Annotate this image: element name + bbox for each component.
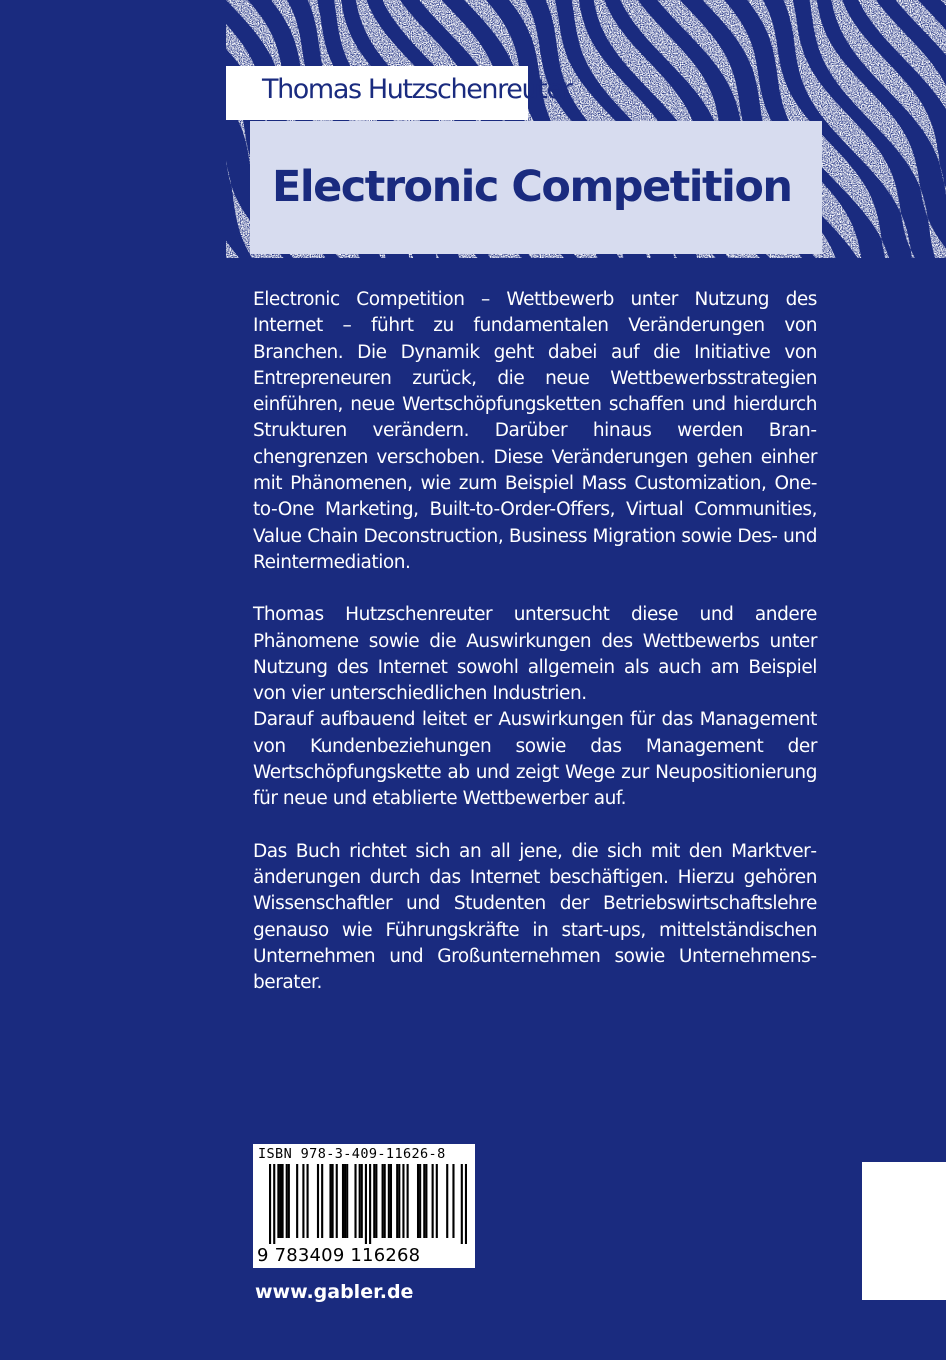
- blurb-paragraph-2: Thomas Hutzschenreuter untersucht diese und andere Phänomene sowie die Auswirkungen des Wettbewerbs unter Nutzung des Internet sowohl allgemein als auch am Beispiel von vier unterschiedlichen Industrien.: [253, 604, 817, 705]
- barcode-bar: [373, 1164, 375, 1238]
- barcode-bar: [359, 1164, 361, 1238]
- barcode-bar: [390, 1164, 392, 1238]
- barcode-bar: [361, 1164, 363, 1238]
- barcode-bar: [269, 1164, 271, 1244]
- barcode-bar: [279, 1164, 281, 1238]
- price-sticker-area: [862, 1162, 946, 1300]
- book-title: Electronic Competition: [272, 162, 792, 212]
- barcode-bar: [288, 1164, 290, 1238]
- barcode-bar: [419, 1164, 421, 1238]
- barcode-bar: [317, 1164, 319, 1238]
- barcode-bar: [382, 1164, 384, 1238]
- barcode-bar: [282, 1164, 284, 1238]
- barcode-bar: [423, 1164, 425, 1238]
- isbn-barcode: [253, 1144, 475, 1268]
- barcode-bar: [417, 1164, 419, 1238]
- barcode-bar: [346, 1164, 348, 1238]
- author-name: Thomas Hutzschenreuter: [262, 74, 572, 105]
- barcode-bar: [388, 1164, 390, 1238]
- barcode-bar: [321, 1164, 323, 1238]
- barcode-bar: [432, 1164, 434, 1238]
- barcode-bar: [461, 1164, 463, 1244]
- barcode-bar: [336, 1164, 338, 1238]
- blurb-text: [253, 287, 817, 996]
- barcode-bar: [407, 1164, 409, 1238]
- blurb-paragraph-4: Das Buch richtet sich an all jene, die sich mit den Marktveränderungen durch das Internet beschäftigen. Hierzu gehören Wissenschaftler und Studenten der Betriebswirtschaftslehre genauso wie Führungskräfte in start-ups, mittelständischen Unternehmen und Großunternehmen sowie Unternehmensberater.: [253, 840, 817, 994]
- author-banner: [226, 66, 572, 120]
- barcode-bar: [302, 1164, 304, 1238]
- barcode-bar: [384, 1164, 386, 1238]
- publisher-url: www.gabler.de: [255, 1281, 414, 1303]
- blurb-paragraph-1: Electronic Competition – Wettbewerb unter Nutzung des Internet – führt zu fundamentalen Veränderungen von Branchen. Die Dynamik geht dabei auf die Initiative von Entrepreneuren zurück, die neue Wettbewerbsstrategien einführen, neue Wertschöpfungsketten schaffen und hierdurch Strukturen verändern. Darüber hinaus werden Branchengrenzen verschoben. Diese Veränderungen gehen einher mit Phänomenen, wie zum Beispiel Mass Customization, One-to-One Marketing, Built-to-Order-Offers, Virtual Communities, Value Chain Deconstruction, Business Migration sowie Des- und Reintermediation.: [253, 289, 817, 573]
- barcode-bar: [296, 1164, 298, 1238]
- barcode-bar: [369, 1164, 371, 1244]
- barcode-bar: [425, 1164, 427, 1238]
- barcode-bar: [365, 1164, 367, 1244]
- barcode-bar: [446, 1164, 448, 1238]
- barcode-bar: [354, 1164, 356, 1238]
- barcode-bar: [273, 1164, 275, 1244]
- barcode-bar: [375, 1164, 377, 1238]
- barcode-bars: [269, 1164, 467, 1244]
- title-banner: [250, 121, 822, 254]
- barcode-bar: [277, 1164, 279, 1238]
- barcode-bar: [465, 1164, 467, 1244]
- isbn-label: ISBN 978-3-409-11626-8: [258, 1146, 446, 1162]
- barcode-bar: [452, 1164, 454, 1238]
- barcode-bar: [286, 1164, 288, 1238]
- ean-digits: 9 783409 116268: [257, 1245, 421, 1266]
- barcode-bar: [342, 1164, 344, 1238]
- barcode-bar: [436, 1164, 438, 1238]
- barcode-bar: [396, 1164, 398, 1238]
- barcode-bar: [332, 1164, 334, 1238]
- barcode-bar: [344, 1164, 346, 1238]
- barcode-bar: [307, 1164, 309, 1238]
- blurb-paragraph-3: Darauf aufbauend leitet er Auswirkungen für das Management von Kundenbeziehungen sowie das Management der Wertschöpfungskette ab und zeigt Wege zur Neupositionierung für neue und etablierte Wettbewerber auf.: [253, 709, 817, 810]
- barcode-bar: [398, 1164, 400, 1238]
- barcode-bar: [402, 1164, 404, 1238]
- barcode-bar: [329, 1164, 331, 1238]
